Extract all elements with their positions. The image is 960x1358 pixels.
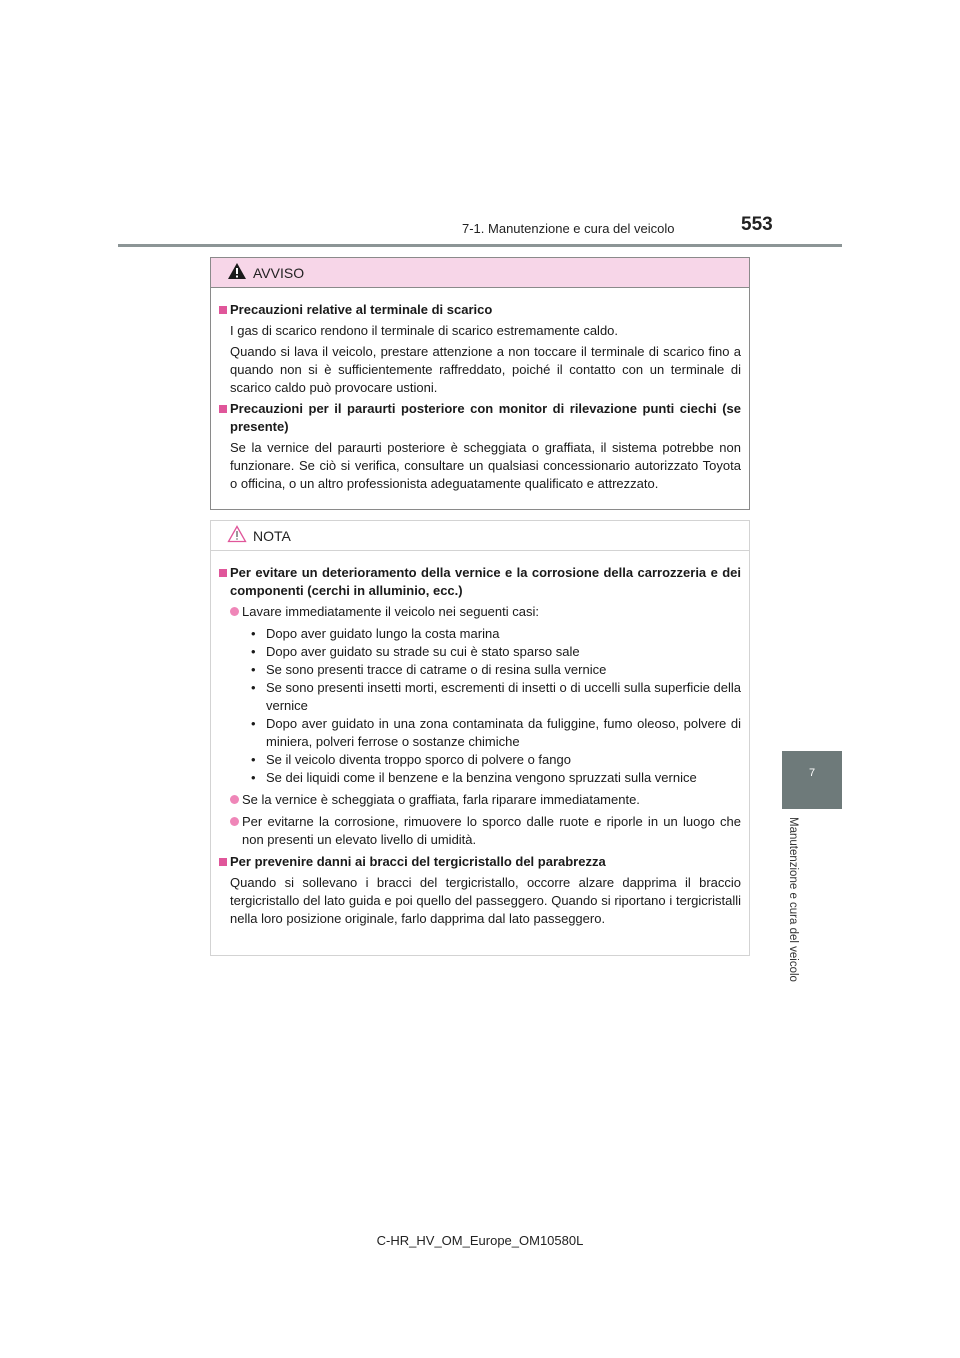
- list-item-text: Dopo aver guidato in una zona contaminata da fuliggine, fumo oleoso, polvere di miniera, polveri ferrose o sostanze chimiche: [266, 716, 741, 749]
- item-text: Se la vernice è scheggiata o graffiata, farla riparare immediatamente.: [242, 792, 640, 807]
- list-item-text: Se sono presenti tracce di catrame o di resina sulla vernice: [266, 662, 607, 677]
- list-item-text: Se sono presenti insetti morti, escrementi di insetti o di uccelli sulla superficie della vernice: [266, 680, 741, 713]
- note-section-heading: [219, 853, 741, 871]
- list-item: [219, 769, 741, 787]
- bullet-dot: •: [251, 680, 256, 695]
- item-text: Per evitarne la corrosione, rimuovere lo sporco dalle ruote e riporle in un luogo che non presenti un elevato livello di umidità.: [242, 814, 741, 847]
- header-divider: [118, 244, 842, 247]
- heading-text: Precauzioni relative al terminale di scarico: [230, 302, 493, 317]
- heading-text: Per evitare un deterioramento della vernice e la corrosione della carrozzeria e dei componenti (cerchi in alluminio, ecc.): [230, 565, 741, 598]
- bullet-dot: •: [251, 662, 256, 677]
- list-item-text: Se il veicolo diventa troppo sporco di polvere o fango: [266, 752, 571, 767]
- bullet-dot: •: [251, 752, 256, 767]
- section-title: 7-1. Manutenzione e cura del veicolo: [462, 221, 675, 236]
- document-code: C-HR_HV_OM_Europe_OM10580L: [376, 1233, 584, 1248]
- square-bullet-icon: [219, 569, 227, 577]
- item-text: Lavare immediatamente il veicolo nei seguenti casi:: [242, 604, 539, 619]
- square-bullet-icon: [219, 405, 227, 413]
- list-item: [219, 661, 741, 679]
- bullet-dot: •: [251, 716, 256, 731]
- warning-box: [210, 257, 750, 510]
- list-item: [219, 715, 741, 751]
- note-header: [211, 521, 749, 551]
- square-bullet-icon: [219, 858, 227, 866]
- circle-bullet-icon: [230, 607, 239, 616]
- warning-triangle-icon: [227, 262, 247, 280]
- note-box: [210, 520, 750, 956]
- caution-triangle-icon: [227, 525, 247, 543]
- circle-bullet-icon: [230, 817, 239, 826]
- warning-title: AVVISO: [253, 265, 305, 281]
- square-bullet-icon: [219, 306, 227, 314]
- warning-header: [211, 258, 749, 288]
- list-item: [219, 679, 741, 715]
- list-item: [219, 625, 741, 643]
- bullet-dot: •: [251, 644, 256, 659]
- circle-list-item: [219, 791, 741, 809]
- warning-section-heading: [219, 400, 741, 436]
- list-item: [219, 751, 741, 769]
- warning-section-heading: [219, 301, 741, 319]
- paragraph: Quando si lava il veicolo, prestare attenzione a non toccare il terminale di scarico fino a quando non si è sufficientemente raffreddato, poiché il contatto con un terminale di scarico caldo può provocare ustioni.: [230, 344, 741, 395]
- circle-list-item: [219, 603, 741, 621]
- warning-body: [211, 288, 749, 493]
- chapter-label: Manutenzione e cura del veicolo: [787, 817, 799, 982]
- chapter-tab: [782, 751, 842, 809]
- paragraph: Se la vernice del paraurti posteriore è scheggiata o graffiata, il sistema potrebbe non funzionare. Se ciò si verifica, consultare un qualsiasi concessionario autorizzato Toyota o officina, o un altro professionista adeguatamente qualificato e attrezzato.: [230, 440, 741, 491]
- paragraph: I gas di scarico rendono il terminale di scarico estremamente caldo.: [230, 323, 619, 338]
- note-body: [211, 551, 749, 928]
- circle-list-item: [219, 813, 741, 849]
- list-item-text: Se dei liquidi come il benzene e la benzina vengono spruzzati sulla vernice: [266, 770, 697, 785]
- chapter-number: 7: [808, 767, 816, 779]
- bullet-dot: •: [251, 770, 256, 785]
- bullet-dot: •: [251, 626, 256, 641]
- note-title: NOTA: [253, 528, 291, 544]
- paragraph: Quando si sollevano i bracci del tergicristallo, occorre alzare dapprima il braccio tergicristallo del lato guida e poi quello del passeggero. Quando si riportano i tergicristalli nella loro posizione originale, farlo dapprima dal lato passeggero.: [230, 875, 741, 926]
- page-number: 553: [741, 214, 773, 235]
- bullet-list: [219, 625, 741, 787]
- heading-text: Per prevenire danni ai bracci del tergicristallo del parabrezza: [230, 854, 606, 869]
- circle-bullet-icon: [230, 795, 239, 804]
- list-item: [219, 643, 741, 661]
- note-section-heading: [219, 564, 741, 600]
- list-item-text: Dopo aver guidato lungo la costa marina: [266, 626, 500, 641]
- heading-text: Precauzioni per il paraurti posteriore con monitor di rilevazione punti ciechi (se presente): [230, 401, 741, 434]
- list-item-text: Dopo aver guidato su strade su cui è stato sparso sale: [266, 644, 580, 659]
